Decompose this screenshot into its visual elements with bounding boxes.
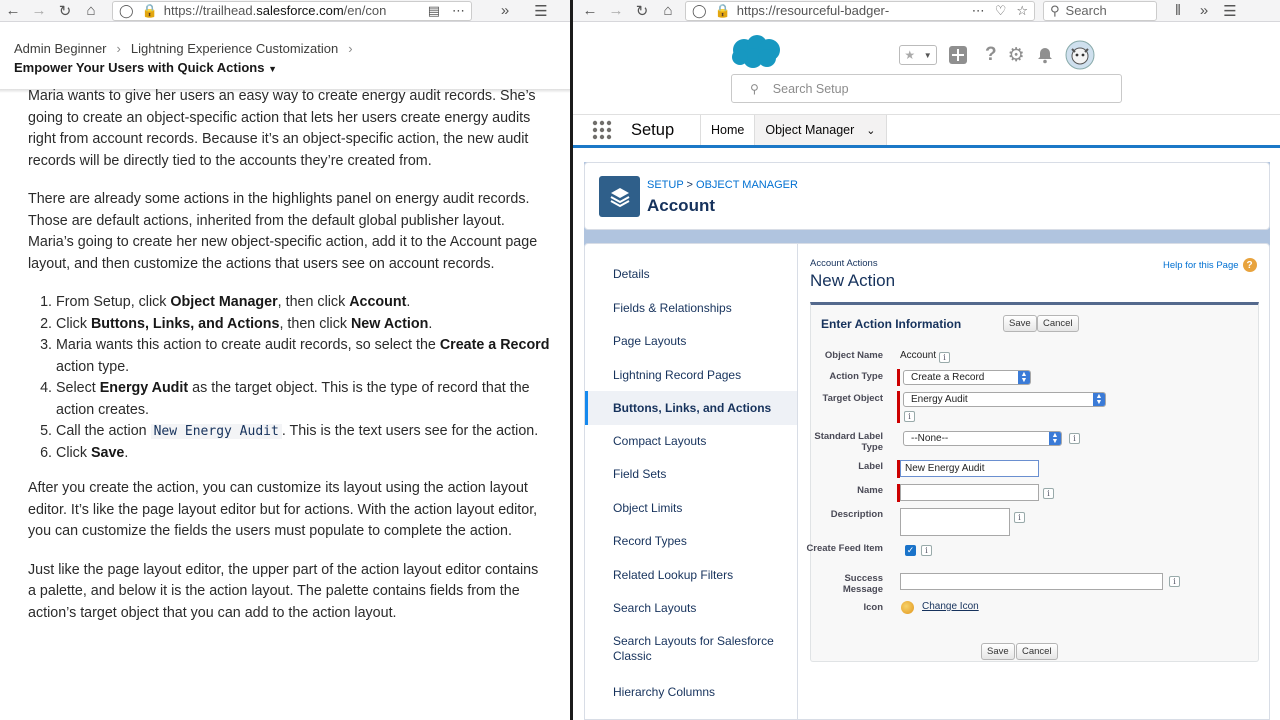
sidenav-item-search-layouts[interactable]: Search Layouts — [613, 601, 697, 615]
object-sidenav — [585, 244, 798, 720]
more-icon[interactable]: ⋯ — [971, 2, 985, 18]
paragraph: After you create the action, you can customize its layout using the action layout editor. It’s like the page layout editor but for actions. With the action layout editor, you can customize the fields the users must populate to complete the action. — [28, 480, 538, 539]
info-icon[interactable]: i — [939, 352, 950, 363]
object-header — [584, 162, 1270, 230]
sidenav-item-lookup-filters[interactable]: Related Lookup Filters — [613, 568, 734, 582]
code-snippet: New Energy Audit — [151, 424, 282, 439]
reader-icon[interactable]: ▤ — [427, 2, 440, 18]
caret-down-icon: ▼ — [268, 64, 277, 74]
chevron-down-icon: ▼ — [923, 50, 932, 60]
setup-navigation-bar — [573, 114, 1280, 148]
browser-search-placeholder: Search — [1065, 3, 1107, 18]
favorites-button[interactable] — [899, 45, 937, 65]
sidenav-item-compact-layouts[interactable]: Compact Layouts — [613, 434, 707, 448]
search-icon: ⚲ — [1050, 2, 1060, 18]
setup-search-input[interactable] — [731, 74, 1122, 103]
search-icon: ⚲ — [750, 81, 759, 96]
right-url-bar[interactable] — [685, 1, 1035, 21]
sidenav-item-lightning-pages[interactable]: Lightning Record Pages — [613, 368, 742, 382]
save-button[interactable]: Save — [1003, 315, 1037, 332]
help-icon[interactable]: ? — [985, 44, 997, 65]
save-button-bottom[interactable]: Save — [981, 643, 1015, 660]
reload-icon[interactable]: ↻ — [635, 2, 649, 20]
unit-title[interactable]: Empower Your Users with Quick Actions ▼ — [14, 60, 277, 75]
breadcrumb-item[interactable]: Lightning Experience Customization — [130, 41, 339, 56]
question-icon: ? — [1243, 258, 1257, 272]
label-standard-label-type: Standard Label Type — [814, 431, 883, 453]
change-icon-link[interactable]: Change Icon — [922, 601, 979, 612]
sidenav-item-details[interactable]: Details — [613, 267, 650, 281]
overflow-icon[interactable]: » — [1199, 2, 1209, 19]
browser-search-box[interactable] — [1043, 1, 1157, 21]
home-icon[interactable]: ⌂ — [663, 2, 673, 19]
standard-label-select[interactable]: --None-- ▲ ▼ — [903, 431, 1062, 446]
label-object-name: Object Name — [824, 350, 883, 361]
list-item: 4. Select Energy Audit as the target object. This is the type of record that the action creates. — [56, 378, 550, 421]
tab-home[interactable]: Home — [700, 115, 754, 145]
home-icon[interactable]: ⌂ — [86, 2, 96, 19]
form-heading: Enter Action Information — [821, 317, 962, 331]
list-item: 2. Click Buttons, Links, and Actions, then click New Action. — [56, 314, 550, 336]
sidenav-item-fields[interactable]: Fields & Relationships — [613, 301, 732, 315]
sidenav-item-object-limits[interactable]: Object Limits — [613, 501, 683, 515]
create-feed-checkbox[interactable]: ✓ — [906, 545, 915, 555]
info-icon[interactable]: i — [1014, 512, 1025, 523]
forward-icon[interactable]: → — [608, 2, 624, 19]
paragraph: There are already some actions in the highlights panel on energy audit records. Those are default actions, inherited from the default global publisher layout. Maria’s going to create her new object-specific action, add it to the Account page layout, and then customize the actions that users see on account records. — [28, 191, 538, 272]
shield-icon: ◯ — [119, 2, 134, 18]
label-icon: Icon — [863, 602, 883, 613]
sidenav-item-buttons-links-actions[interactable]: Buttons, Links, and Actions — [585, 391, 797, 425]
action-type-select[interactable]: Create a Record ▲ ▼ — [903, 370, 1031, 385]
overflow-icon[interactable]: » — [500, 2, 510, 19]
url-prefix: https://resourceful-badger- — [736, 3, 890, 18]
info-icon[interactable]: i — [1169, 576, 1180, 587]
pocket-icon[interactable]: ♡ — [994, 2, 1007, 18]
library-icon[interactable]: ‖ — [1174, 2, 1182, 19]
tab-object-manager[interactable] — [754, 115, 886, 145]
salesforce-global-header — [573, 22, 1280, 114]
page-subtitle: Account Actions — [810, 258, 878, 269]
chevron-right-icon: › — [116, 41, 121, 56]
breadcrumb — [647, 179, 798, 191]
required-marker — [897, 391, 900, 423]
required-marker — [897, 369, 900, 386]
cancel-button-bottom[interactable]: Cancel — [1016, 643, 1058, 660]
description-textarea[interactable] — [900, 508, 1010, 536]
list-item: 1. From Setup, click Object Manager, then click Account. — [56, 292, 550, 314]
tab-object-manager-label: Object Manager — [765, 123, 855, 137]
back-icon[interactable]: ← — [5, 2, 21, 19]
crumb-separator: > — [683, 179, 697, 191]
app-launcher-icon[interactable] — [573, 115, 631, 145]
label-name: Name — [857, 485, 883, 496]
lock-icon: 🔒 — [714, 2, 731, 18]
shield-icon: ◯ — [692, 2, 707, 18]
list-item: 5. Call the action New Energy Audit . This is the text users see for the action. — [56, 421, 550, 443]
cancel-button[interactable]: Cancel — [1037, 315, 1079, 332]
info-icon[interactable]: i — [904, 411, 915, 422]
info-icon[interactable]: i — [1043, 488, 1054, 499]
help-link[interactable] — [1163, 258, 1257, 272]
page-heading: New Action — [810, 271, 896, 290]
star-icon: ★ — [904, 48, 916, 62]
label-description: Description — [830, 509, 883, 520]
chevron-right-icon: › — [348, 41, 353, 56]
info-icon[interactable]: i — [1069, 433, 1080, 444]
select-arrows-icon: ▲ ▼ — [1018, 371, 1030, 384]
left-browser-window — [0, 0, 570, 720]
unit-content — [28, 86, 550, 641]
app-name: Setup — [631, 120, 675, 139]
label-create-feed-item: Create Feed Item — [806, 543, 883, 554]
sidenav-item-search-layouts-classic[interactable]: Search Layouts for Salesforce Classic — [613, 634, 774, 663]
sidenav-item-field-sets[interactable]: Field Sets — [613, 467, 667, 481]
left-url-bar[interactable] — [112, 1, 472, 21]
label-success-message: Success Message — [842, 573, 883, 595]
right-browser-toolbar — [573, 0, 1280, 22]
avatar[interactable] — [1065, 40, 1095, 70]
label-input[interactable]: New Energy Audit — [900, 460, 1039, 477]
paragraph: Maria wants to give her users an easy way to create energy audit records. She’s going to create an object-specific action that lets her users create energy audits right from account records. Because it’s an object-specific action, the new audit records will be directly tied to the accounts they’re created from. — [28, 88, 536, 169]
sidenav-item-record-types[interactable]: Record Types — [613, 534, 687, 548]
name-input[interactable] — [900, 484, 1039, 501]
menu-icon[interactable]: ☰ — [534, 2, 548, 20]
breadcrumb-item[interactable]: Admin Beginner — [14, 41, 107, 56]
help-link-label: Help for this Page — [1163, 259, 1239, 271]
steps-list — [56, 292, 550, 464]
select-arrows-icon: ▲ ▼ — [1049, 432, 1061, 445]
page-title: Account — [647, 196, 715, 215]
select-arrows-icon: ▲ ▼ — [1093, 393, 1105, 406]
crumb-object-manager[interactable]: OBJECT MANAGER — [696, 179, 798, 191]
url-rest: /en/con — [343, 3, 387, 18]
action-form — [806, 302, 1259, 662]
gear-icon[interactable]: ⚙ — [1007, 44, 1025, 66]
add-icon[interactable] — [948, 45, 968, 65]
sidenav-item-hierarchy-columns[interactable]: Hierarchy Columns — [613, 685, 716, 699]
crumb-setup[interactable]: SETUP — [647, 179, 684, 191]
label-action-type: Action Type — [829, 371, 883, 382]
salesforce-logo-icon[interactable] — [729, 34, 783, 70]
global-actions — [899, 40, 1095, 70]
forward-icon[interactable]: → — [31, 2, 47, 19]
more-icon[interactable]: ⋯ — [452, 2, 465, 18]
bell-icon[interactable] — [1036, 46, 1054, 64]
layers-icon — [599, 176, 640, 217]
target-object-select[interactable]: Energy Audit ▲ ▼ — [903, 392, 1106, 407]
url-domain: salesforce.com — [256, 3, 344, 18]
setup-search-placeholder: Search Setup — [772, 81, 849, 96]
menu-icon[interactable]: ☰ — [1223, 2, 1237, 20]
list-item: 3. Maria wants this action to create audit records, so select the Create a Record action type. — [56, 335, 550, 378]
object-detail-card — [584, 243, 1270, 720]
sidenav-item-page-layouts[interactable]: Page Layouts — [613, 334, 687, 348]
object-name-value: Account — [900, 350, 937, 361]
url-prefix: https://trailhead. — [163, 3, 257, 18]
lock-icon: 🔒 — [141, 2, 158, 18]
list-item: 6. Click Save. — [56, 443, 550, 465]
back-icon[interactable]: ← — [582, 2, 598, 19]
action-icon-preview — [901, 601, 914, 614]
bookmark-star-icon[interactable]: ☆ — [1016, 2, 1028, 18]
success-message-input[interactable] — [900, 573, 1163, 590]
label-label: Label — [858, 461, 883, 472]
label-target-object: Target Object — [822, 393, 883, 404]
new-action-pane — [798, 244, 1271, 720]
breadcrumb — [14, 41, 363, 56]
right-browser-window — [573, 0, 1280, 720]
left-browser-toolbar — [0, 0, 570, 22]
paragraph: Just like the page layout editor, the upper part of the action layout editor contains a palette, and below it is the action layout. The palette contains fields from the action’s target object that you can add to the action layout. — [28, 561, 539, 621]
reload-icon[interactable]: ↻ — [58, 2, 72, 20]
info-icon[interactable]: i — [921, 545, 932, 556]
chevron-down-icon[interactable]: ⌄ — [866, 124, 876, 137]
